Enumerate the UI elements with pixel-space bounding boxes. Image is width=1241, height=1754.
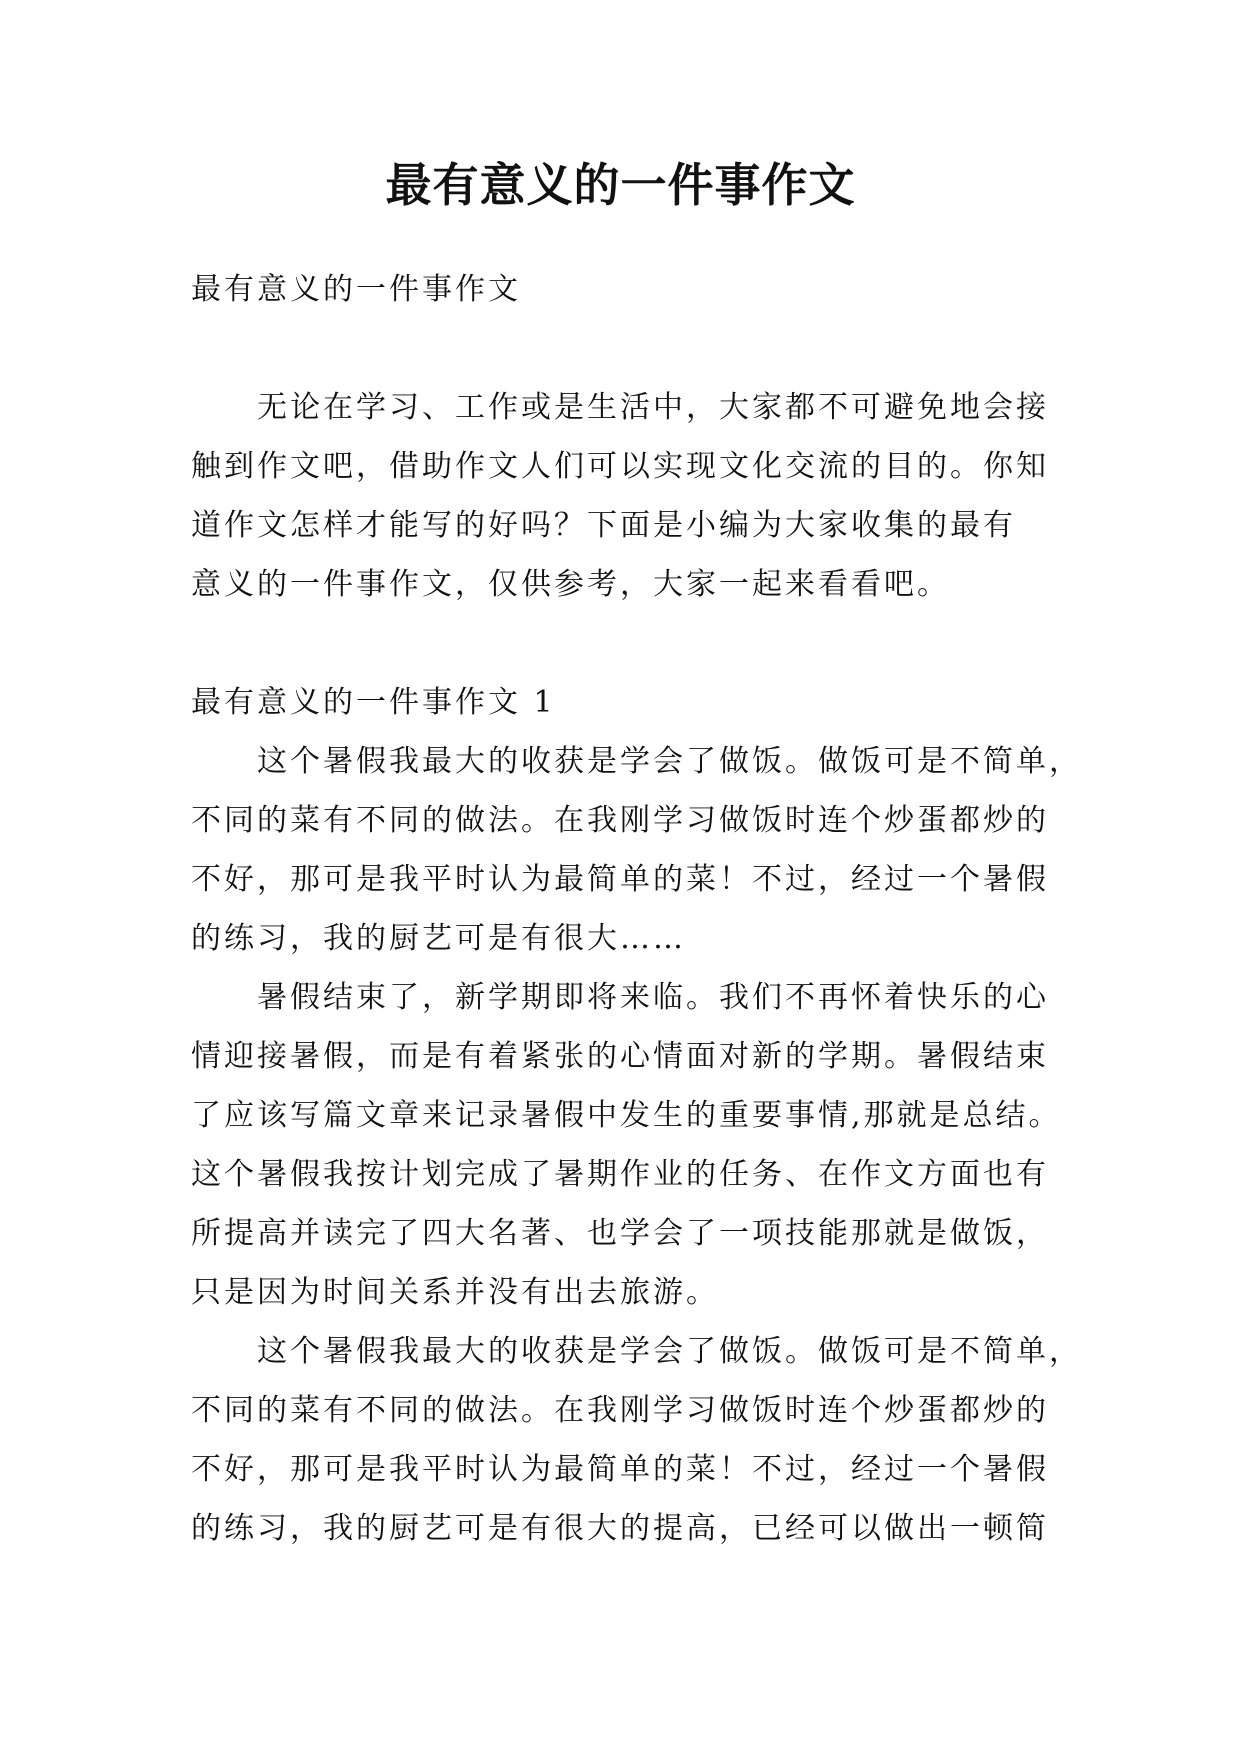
paragraph-line: 暑假结束了，新学期即将来临。我们不再怀着快乐的心 [257,980,1049,1015]
paragraph-line: 的练习，我的厨艺可是有很大的提高，已经可以做出一顿简 [191,1511,1049,1546]
section-heading: 最有意义的一件事作文 1 [191,685,556,720]
paragraph-line: 不好，那可是我平时认为最简单的菜！不过，经过一个暑假 [191,862,1049,897]
document-body [191,260,1082,1558]
document-title: 最有意义的一件事作文 [385,158,856,212]
paragraph-line: 这个暑假我按计划完成了暑期作业的任务、在作文方面也有 [191,1157,1049,1192]
paragraph-line: 不好，那可是我平时认为最简单的菜！不过，经过一个暑假 [191,1452,1049,1487]
paragraph-1 [191,732,1082,968]
paragraph-line: 了应该写篇文章来记录暑假中发生的重要事情,那就是总结。 [191,1098,1062,1133]
paragraph-line: 不同的菜有不同的做法。在我刚学习做饭时连个炒蛋都炒的 [191,803,1049,838]
paragraph-3 [191,1322,1082,1558]
paragraph-2 [191,968,1061,1322]
paragraph-line: 这个暑假我最大的收获是学会了做饭。做饭可是不简单， [257,744,1082,779]
paragraph-line: 无论在学习、工作或是生活中，大家都不可避免地会接 [257,390,1049,425]
paragraph-line: 只是因为时间关系并没有出去旅游。 [191,1275,719,1310]
document-subtitle: 最有意义的一件事作文 [191,272,521,307]
paragraph-line: 所提高并读完了四大名著、也学会了一项技能那就是做饭， [191,1216,1049,1251]
spacer [191,614,1061,673]
paragraph-line: 不同的菜有不同的做法。在我刚学习做饭时连个炒蛋都炒的 [191,1393,1049,1428]
paragraph-line: 意义的一件事作文，仅供参考，大家一起来看看吧。 [191,567,950,602]
paragraph-line: 这个暑假我最大的收获是学会了做饭。做饭可是不简单， [257,1334,1082,1369]
paragraph-line: 的练习，我的厨艺可是有很大…… [191,921,686,956]
paragraph-line: 道作文怎样才能写的好吗？下面是小编为大家收集的最有 [191,508,1016,543]
spacer [191,319,1061,378]
intro-paragraph [191,378,1061,614]
paragraph-line: 情迎接暑假，而是有着紧张的心情面对新的学期。暑假结束 [191,1039,1049,1074]
paragraph-line: 触到作文吧，借助作文人们可以实现文化交流的目的。你知 [191,449,1049,484]
